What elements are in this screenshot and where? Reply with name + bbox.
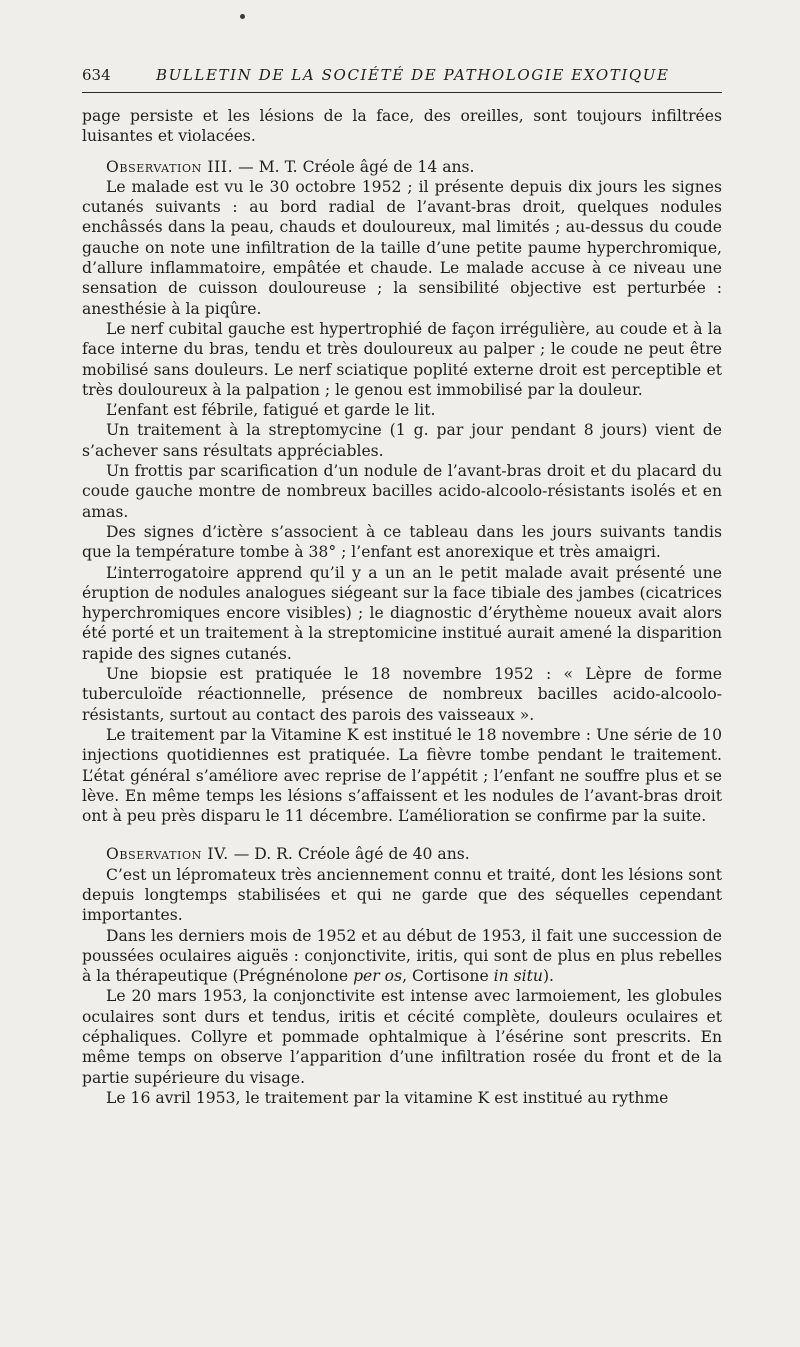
paragraph: [82, 926, 722, 987]
italic-text: per os: [353, 967, 403, 986]
running-title: BULLETIN DE LA SOCIÉTÉ DE PATHOLOGIE EXOTIQUE: [156, 66, 670, 84]
paragraph: Un traitement à la streptomycine (1 g. par jour pendant 8 jours) vient de s’achever sans résultats appréciables.: [82, 421, 722, 460]
observation-intro: — D. R. Créole âgé de 40 ans.: [228, 845, 470, 864]
paragraph-text: Dans les derniers mois de 1952 et au début de 1953, il fait une succession de poussées oculaires aiguës : conjonctivite, iritis, qui sont de plus en plus rebelles à la thérapeutique (Prégnénolone: [82, 926, 722, 986]
paragraph: Un frottis par scarification d’un nodule de l’avant-bras droit et du placard du coude gauche montre de nombreux bacilles acido-alcoolo-résistants isolés et en amas.: [82, 462, 722, 521]
paragraph-text: , Cortisone: [402, 967, 494, 986]
observation-heading: [82, 157, 722, 177]
paragraph: Le traitement par la Vitamine K est institué le 18 novembre : Une série de 10 injections quotidiennes est pratiquée. La fièvre tombe pendant le traitement. L’état général s’améliore avec reprise de l’appétit ; l’enfant ne souffre plus et se lève. En même temps les lésions s’affaissent et les nodules de l’avant-bras droit ont à peu près disparu le 11 décembre. L’amélioration se confirme par la suite.: [82, 725, 722, 826]
page-header: [82, 66, 722, 92]
paragraph: Le 20 mars 1953, la conjonctivite est intense avec larmoiement, les globules oculaires sont durs et tendus, iritis et cécité complète, douleurs oculaires et céphaliques. Collyre et pommade ophtalmique à l’ésérine sont prescrits. En même temps on observe l’apparition d’une infiltration rosée du front et de la partie supérieure du visage.: [82, 987, 722, 1087]
paragraph: page persiste et les lésions de la face, des oreilles, sont toujours infiltrées luisantes et violacées.: [82, 107, 722, 146]
paragraph: C’est un lépromateux très anciennement connu et traité, dont les lésions sont depuis longtemps stabilisées et qui ne garde que des séquelles cependant importantes.: [82, 865, 722, 925]
italic-text: in situ: [493, 967, 543, 986]
observation-heading: [82, 844, 722, 864]
body-text: [82, 106, 722, 1108]
paragraph: Le nerf cubital gauche est hypertrophié de façon irrégulière, au coude et à la face interne du bras, tendu et très douloureux au palper ; le coude ne peut être mobilisé sans douleurs. Le nerf sciatique poplité externe droit est perceptible et très douloureux à la palpation ; le genou est immobilisé par la douleur.: [82, 319, 722, 399]
observation-intro: — M. T. Créole âgé de 14 ans.: [233, 157, 475, 176]
paragraph-text: ).: [542, 967, 554, 986]
page-number: 634: [82, 66, 111, 84]
paragraph: L’interrogatoire apprend qu’il y a un an le petit malade avait présenté une éruption de nodules analogues siégeant sur la face tibiale des jambes (cicatrices hyperchromiques encore visibles) ; le diagnostic d’érythème noueux avait alors été porté et un traitement à la streptomicine institué aurait amené la disparition rapide des signes cutanés.: [82, 563, 722, 663]
paragraph: Le malade est vu le 30 octobre 1952 ; il présente depuis dix jours les signes cutanés suivants : au bord radial de l’avant-bras droit, quelques nodules enchâssés dans la peau, chauds et douloureux, mal limités ; au-dessus du coude gauche on note une infiltration de la taille d’une petite paume hyperchromique, d’allure inflammatoire, empâtée et chaude. Le malade accuse à ce niveau une sensation de cuisson douloureuse ; la sensibilité objective est perturbée : anesthésie à la piqûre.: [82, 177, 722, 318]
section-gap: [82, 826, 722, 834]
observation-label: Observation IV.: [106, 845, 229, 864]
paragraph: Une biopsie est pratiquée le 18 novembre 1952 : « Lèpre de forme tuberculoïde réactionnelle, présence de nombreux bacilles acido-alcoolo-résistants, surtout au contact des parois des vaisseaux ».: [82, 665, 722, 724]
paragraph: Des signes d’ictère s’associent à ce tableau dans les jours suivants tandis que la température tombe à 38° ; l’enfant est anorexique et très amaigri.: [82, 522, 722, 562]
print-speck: [240, 14, 245, 19]
header-rule: [82, 92, 722, 93]
paragraph: Le 16 avril 1953, le traitement par la vitamine K est institué au rythme: [106, 1088, 669, 1107]
paragraph: L’enfant est fébrile, fatigué et garde le lit.: [106, 401, 436, 420]
observation-label: Observation III.: [106, 157, 234, 176]
